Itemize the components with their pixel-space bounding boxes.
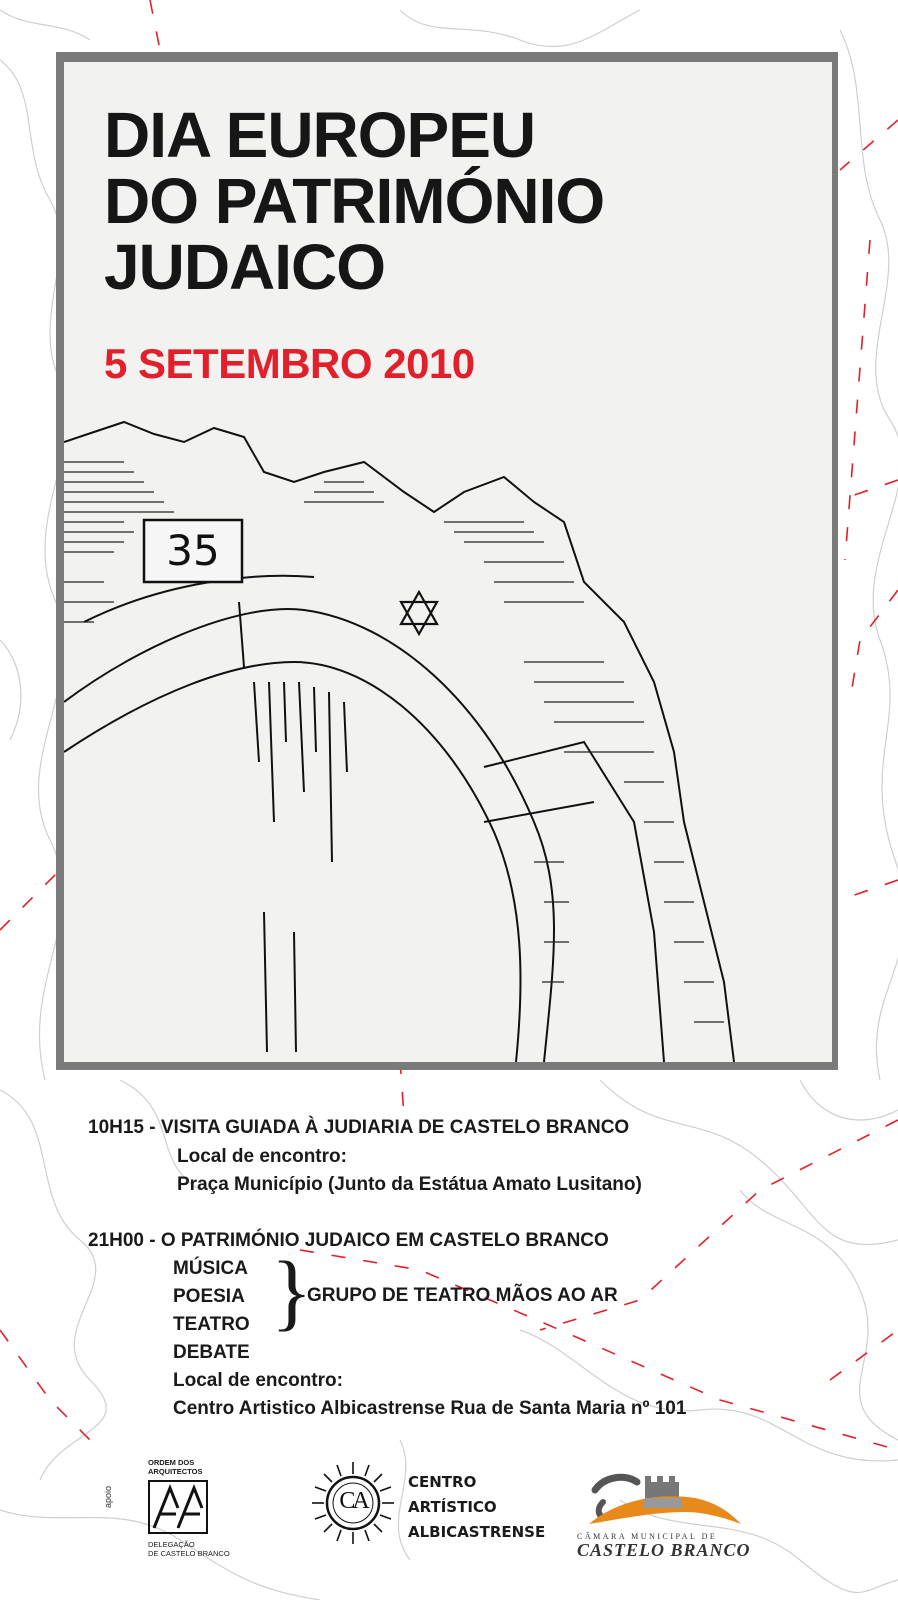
- title-line-1: DIA EUROPEU: [104, 99, 536, 171]
- camara-municipal-logo: [575, 1468, 755, 1568]
- ordem-top-line-1: ORDEM DOS: [148, 1458, 195, 1467]
- ordem-emblem-icon: [148, 1480, 208, 1534]
- sponsor-logos: [0, 1440, 898, 1590]
- ordem-bottom-line-2: DE CASTELO BRANCO: [148, 1549, 230, 1558]
- title-line-3: JUDAICO: [104, 231, 386, 303]
- event1-title: 10H15 - VISITA GUIADA À JUDIARIA DE CASTELO BRANCO: [88, 1117, 630, 1138]
- plaque-number: 35: [166, 526, 220, 575]
- poster-frame: [56, 52, 838, 1070]
- camara-line-1: CÂMARA MUNICIPAL DE: [577, 1532, 718, 1541]
- centro-line-2: ARTÍSTICO: [408, 1498, 497, 1516]
- centro-line-1: CENTRO: [408, 1473, 477, 1491]
- castle-emblem-icon: [585, 1468, 745, 1534]
- ordem-bottom-line-1: DELEGAÇÃO: [148, 1540, 195, 1549]
- event2-meeting-place: Centro Artistico Albicastrense Rua de Santa Maria nº 101: [173, 1398, 687, 1419]
- centro-line-3: ALBICASTRENSE: [408, 1523, 546, 1541]
- ordem-arquitectos-logo: [140, 1458, 240, 1568]
- activity-poesia: POESIA: [173, 1286, 245, 1307]
- event2-group: GRUPO DE TEATRO MÃOS AO AR: [307, 1285, 618, 1306]
- centro-artistico-logo: [310, 1460, 550, 1560]
- event1-meeting-place: Praça Município (Junto da Estátua Amato Lusitano): [177, 1174, 642, 1195]
- activities-brace: }: [271, 1243, 313, 1339]
- activity-debate: DEBATE: [173, 1342, 250, 1363]
- title-line-2: DO PATRIMÓNIO: [104, 165, 605, 237]
- star-of-david-icon: [401, 592, 437, 634]
- event1-meeting-label: Local de encontro:: [177, 1146, 347, 1167]
- event2-meeting-label: Local de encontro:: [173, 1370, 343, 1391]
- poster-paper: [64, 62, 832, 1062]
- event2-title: 21H00 - O PATRIMÓNIO JUDAICO EM CASTELO BRANCO: [88, 1230, 609, 1251]
- camara-line-2: CASTELO BRANCO: [577, 1540, 751, 1560]
- centro-emblem-letters: CA: [339, 1488, 367, 1514]
- apoio-label: apoio: [103, 1485, 113, 1508]
- activity-teatro: TEATRO: [173, 1314, 250, 1335]
- poster-title: [104, 99, 605, 303]
- activity-musica: MÚSICA: [173, 1258, 248, 1279]
- ordem-top-line-2: ARQUITECTOS: [148, 1467, 203, 1476]
- event-date: 5 SETEMBRO 2010: [104, 340, 475, 387]
